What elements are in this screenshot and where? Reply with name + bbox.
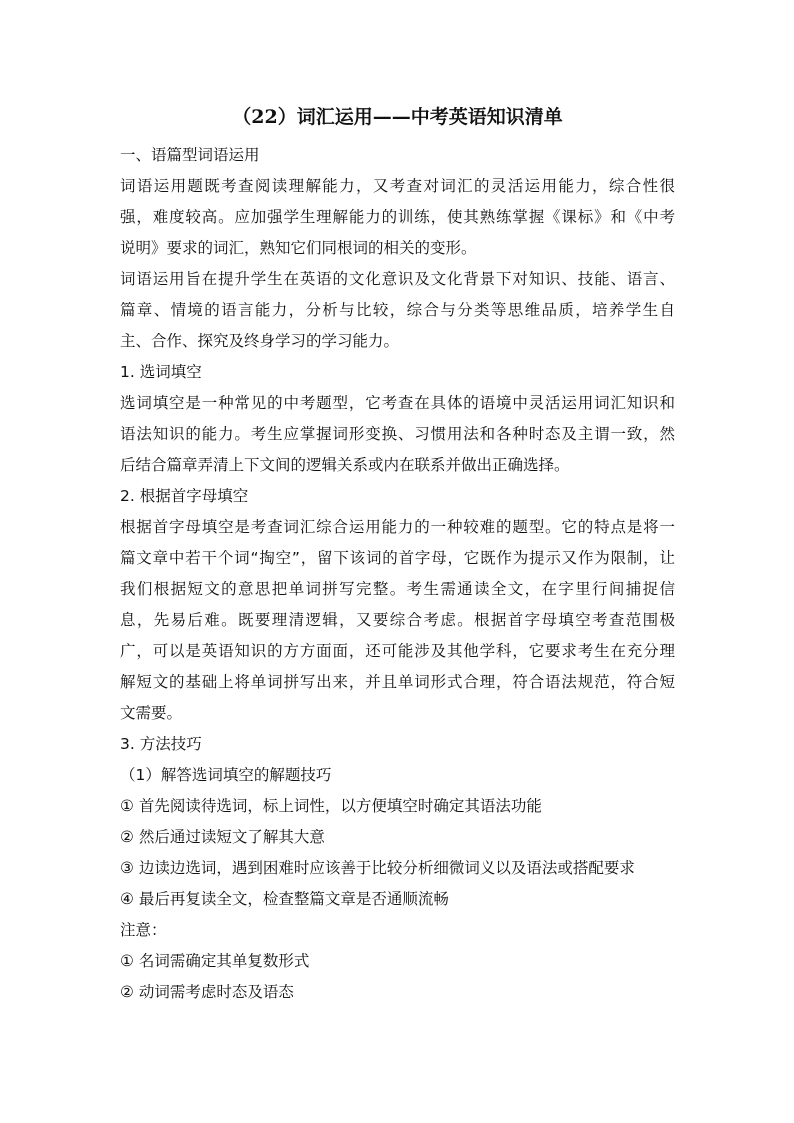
text-line: 文需要。 bbox=[120, 704, 183, 722]
text-line: 篇章、情境的语言能力，分析与比较，综合与分类等思维品质，培养学生自 bbox=[120, 301, 675, 319]
text-line: 广，可以是英语知识的方方面面，还可能涉及其他学科，它要求考生在充分理 bbox=[120, 642, 675, 660]
document-title: （22）词汇运用——中考英语知识清单 bbox=[232, 106, 563, 128]
text-line: ③ 边读边选词，遇到困难时应该善于比较分析细微词义以及语法或搭配要求 bbox=[120, 859, 635, 877]
text-line: 根据首字母填空是考查词汇综合运用能力的一种较难的题型。它的特点是将一 bbox=[120, 518, 675, 536]
document-body bbox=[120, 140, 675, 1008]
text-line: （1）解答选词填空的解题技巧 bbox=[120, 766, 332, 784]
text-line: 注意： bbox=[120, 921, 167, 939]
text-line: ② 然后通过读短文了解其大意 bbox=[120, 828, 325, 846]
text-line: 主、合作、探究及终身学习的学习能力。 bbox=[120, 332, 400, 350]
text-line: 词语运用旨在提升学生在英语的文化意识及文化背景下对知识、技能、语言、 bbox=[120, 270, 675, 288]
text-line: ② 动词需考虑时态及语态 bbox=[120, 983, 294, 1001]
text-line: ① 名词需确定其单复数形式 bbox=[120, 952, 310, 970]
text-line: 选词填空是一种常见的中考题型，它考查在具体的语境中灵活运用词汇知识和 bbox=[120, 394, 675, 412]
text-line: ④ 最后再复读全文，检查整篇文章是否通顺流畅 bbox=[120, 890, 449, 908]
text-line: 我们根据短文的意思把单词拼写完整。考生需通读全文，在字里行间捕捉信 bbox=[120, 580, 675, 598]
text-line: 说明》要求的词汇，熟知它们同根词的相关的变形。 bbox=[120, 239, 477, 257]
text-line: 2. 根据首字母填空 bbox=[120, 487, 249, 505]
text-line: 3. 方法技巧 bbox=[120, 735, 202, 753]
text-line: 篇文章中若干个词“掏空”，留下该词的首字母，它既作为提示又作为限制，让 bbox=[120, 549, 675, 567]
text-line: 1. 选词填空 bbox=[120, 363, 202, 381]
text-line: 后结合篇章弄清上下文间的逻辑关系或内在联系并做出正确选择。 bbox=[120, 456, 570, 474]
text-line: 息，先易后难。既要理清逻辑，又要综合考虑。根据首字母填空考查范围极 bbox=[120, 611, 675, 629]
text-line: 强，难度较高。应加强学生理解能力的训练，使其熟练掌握《课标》和《中考 bbox=[120, 208, 675, 226]
text-line: 一、语篇型词语运用 bbox=[120, 146, 260, 164]
text-line: 词语运用题既考查阅读理解能力，又考查对词汇的灵活运用能力，综合性很 bbox=[120, 177, 675, 195]
text-line: ① 首先阅读待选词，标上词性，以方便填空时确定其语法功能 bbox=[120, 797, 542, 815]
text-line: 语法知识的能力。考生应掌握词形变换、习惯用法和各种时态及主谓一致，然 bbox=[120, 425, 675, 443]
text-line: 解短文的基础上将单词拼写出来，并且单词形式合理，符合语法规范，符合短 bbox=[120, 673, 675, 691]
